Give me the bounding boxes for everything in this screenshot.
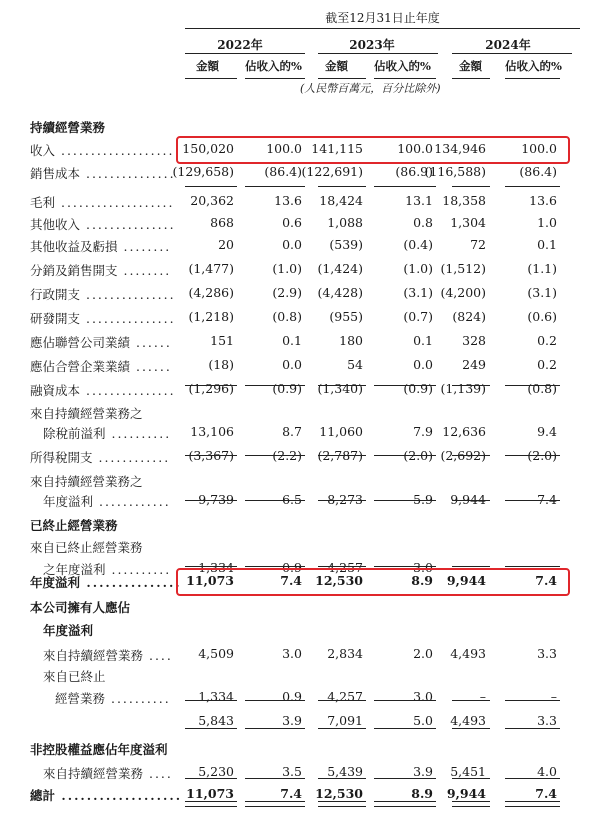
col-amount-2024: 金額 [459, 59, 482, 73]
head-rule [374, 78, 436, 79]
value-cell: 0.9 [282, 560, 302, 575]
value-cell: (824) [452, 309, 486, 324]
total-double-rule [452, 801, 490, 807]
value-cell: 3.0 [282, 646, 302, 661]
col-amount-2022: 金額 [196, 59, 219, 73]
value-cell: 4.0 [537, 764, 557, 779]
value-cell: 4,493 [450, 713, 486, 728]
subtotal-rule [505, 566, 560, 567]
value-cell: (0.6) [527, 309, 557, 324]
subtotal-rule [452, 778, 490, 779]
subtotal-rule [245, 728, 305, 729]
leader-dots: ...... [130, 359, 172, 374]
value-cell: 20 [218, 237, 234, 252]
value-cell: (1,512) [440, 261, 486, 276]
value-cell: (0.9) [272, 381, 302, 396]
subtotal-rule [245, 500, 305, 501]
statement-row [0, 164, 597, 186]
subtotal-rule [185, 778, 237, 779]
value-cell: 54 [347, 357, 363, 372]
col-pct-2022: 佔收入的% [245, 59, 302, 73]
subtotal-rule [374, 728, 436, 729]
subtotal-rule [245, 385, 305, 386]
value-cell: (2.2) [272, 448, 302, 463]
value-cell: (1.0) [403, 261, 433, 276]
subtotal-rule [245, 566, 305, 567]
value-cell: (86.4) [519, 164, 557, 179]
row-label: 來自持續經營業務之 [30, 474, 143, 489]
value-cell: 3.9 [282, 713, 302, 728]
leader-dots: ........ [117, 263, 172, 278]
head-rule [185, 78, 237, 79]
leader-dots: ................... [55, 195, 175, 210]
value-cell: (1.1) [527, 261, 557, 276]
value-cell: (3,367) [188, 448, 234, 463]
revenue-highlight-box [176, 136, 570, 164]
value-cell: 1.0 [537, 215, 557, 230]
value-cell: 12,636 [442, 424, 486, 439]
row-label: 之年度溢利 .......... [43, 562, 172, 577]
value-cell: (2.0) [527, 448, 557, 463]
value-cell: – [550, 560, 557, 575]
statement-row [0, 357, 597, 379]
row-label: 所得稅開支 ............ [30, 450, 171, 465]
statement-row [0, 285, 597, 307]
value-cell: 3.5 [282, 764, 302, 779]
value-cell: (1,340) [317, 381, 363, 396]
subtotal-rule [318, 186, 366, 187]
subtotal-rule [505, 385, 560, 386]
statement-row [0, 492, 597, 514]
leader-dots: .......... [105, 562, 172, 577]
subtotal-rule [452, 500, 490, 501]
head-rule [245, 78, 305, 79]
subtotal-rule [318, 455, 366, 456]
row-label: 來自已終止 [43, 669, 106, 684]
statement-row [0, 646, 597, 668]
row-label: 毛利 ................... [30, 195, 175, 210]
subtotal-rule [374, 566, 436, 567]
value-cell: 0.0 [413, 357, 433, 372]
value-cell: 12,530 [315, 786, 363, 801]
value-cell: (539) [329, 237, 363, 252]
row-label: 融資成本 ............... [30, 383, 176, 398]
value-cell: 7.4 [280, 786, 302, 801]
value-cell: 8.9 [411, 786, 433, 801]
row-label: 經營業務 .......... [55, 691, 171, 706]
value-cell: (86.4) [264, 164, 302, 179]
row-label: 分銷及銷售開支 ........ [30, 263, 172, 278]
value-cell: 3.9 [413, 764, 433, 779]
value-cell: 100.0 [397, 141, 433, 156]
subtotal-rule [318, 500, 366, 501]
row-label: 收入 ................... [30, 143, 175, 158]
value-cell: 6.5 [282, 492, 302, 507]
subtotal-rule [245, 455, 305, 456]
value-cell: 3.3 [537, 646, 557, 661]
subtotal-rule [185, 728, 237, 729]
value-cell: 2,834 [327, 646, 363, 661]
total-double-rule [374, 801, 436, 807]
value-cell: 72 [470, 237, 486, 252]
statement-row [0, 448, 597, 470]
leader-dots: ............... [80, 166, 176, 181]
row-label: 已終止經營業務 [30, 518, 118, 533]
statement-row [0, 621, 597, 643]
leader-dots: ........ [117, 239, 172, 254]
value-cell: 8.9 [411, 573, 433, 588]
subtotal-rule [374, 778, 436, 779]
subtotal-rule [452, 700, 490, 701]
value-cell: 150,020 [182, 141, 234, 156]
value-cell: (4,428) [317, 285, 363, 300]
year-rule-2022 [185, 53, 305, 54]
subtotal-rule [245, 700, 305, 701]
value-cell: (2,692) [440, 448, 486, 463]
value-cell: 9,739 [198, 492, 234, 507]
statement-row [0, 404, 597, 426]
total-double-rule [505, 801, 560, 807]
subtotal-rule [452, 186, 490, 187]
value-cell: 0.0 [282, 237, 302, 252]
value-cell: (86.9) [395, 164, 433, 179]
value-cell: 20,362 [190, 193, 234, 208]
row-label: 銷售成本 ............... [30, 166, 176, 181]
value-cell: (1.0) [272, 261, 302, 276]
value-cell: 13.6 [529, 193, 557, 208]
value-cell: 7.9 [413, 424, 433, 439]
value-cell: 5.0 [413, 713, 433, 728]
value-cell: 13.6 [274, 193, 302, 208]
subtotal-rule [245, 778, 305, 779]
value-cell: 0.6 [282, 215, 302, 230]
subtotal-rule [374, 455, 436, 456]
value-cell: 13.1 [405, 193, 433, 208]
subtotal-rule [505, 455, 560, 456]
subtotal-rule [505, 700, 560, 701]
row-label: 非控股權益應佔年度溢利 [30, 742, 168, 757]
value-cell: 9,944 [450, 492, 486, 507]
leader-dots: ............... [80, 287, 176, 302]
col-pct-2024: 佔收入的% [505, 59, 562, 73]
year-rule-2023 [318, 53, 438, 54]
row-label: 持續經營業務 [30, 120, 106, 135]
subtotal-rule [452, 385, 490, 386]
value-cell: 7.4 [535, 573, 557, 588]
value-cell: (4,286) [188, 285, 234, 300]
value-cell: (0.8) [527, 381, 557, 396]
value-cell: 134,946 [434, 141, 486, 156]
value-cell: 3.0 [413, 689, 433, 704]
value-cell: – [479, 560, 486, 575]
statement-row [0, 538, 597, 560]
leader-dots: ............ [92, 450, 171, 465]
value-cell: 3.0 [413, 560, 433, 575]
value-cell: 4,257 [327, 560, 363, 575]
subtotal-rule [185, 186, 237, 187]
row-label: 應佔聯營公司業績 ...... [30, 335, 172, 350]
statement-row [0, 261, 597, 283]
value-cell: 5,230 [198, 764, 234, 779]
statement-row [0, 333, 597, 355]
annual-profit-highlight-box [176, 568, 570, 596]
value-cell: (2,787) [317, 448, 363, 463]
value-cell: (4,200) [440, 285, 486, 300]
value-cell: 1,334 [198, 689, 234, 704]
value-cell: 18,358 [442, 193, 486, 208]
value-cell: (0.8) [272, 309, 302, 324]
row-label: 研發開支 ............... [30, 311, 176, 326]
subtotal-rule [318, 728, 366, 729]
leader-dots: ................... [55, 143, 175, 158]
value-cell: 4,493 [450, 646, 486, 661]
subtotal-rule [318, 385, 366, 386]
year-2024: 2024年 [485, 38, 531, 52]
value-cell: 5.9 [413, 492, 433, 507]
year-rule-2024 [452, 53, 572, 54]
total-double-rule [245, 801, 305, 807]
statement-row [0, 215, 597, 237]
subtotal-rule [318, 778, 366, 779]
total-double-rule [318, 801, 366, 807]
value-cell: (2.0) [403, 448, 433, 463]
value-cell: 100.0 [266, 141, 302, 156]
row-label: 其他收入 ............... [30, 217, 176, 232]
value-cell: 328 [462, 333, 486, 348]
value-cell: 9,944 [446, 786, 486, 801]
subtotal-rule [374, 385, 436, 386]
value-cell: 141,115 [311, 141, 363, 156]
row-label: 來自持續經營業務 .... [43, 766, 173, 781]
leader-dots: ............... [80, 575, 182, 590]
period-header: 截至12月31日止年度 [325, 11, 440, 25]
value-cell: 12,530 [315, 573, 363, 588]
row-label: 年度溢利 ............... [30, 575, 182, 590]
subtotal-rule [185, 455, 237, 456]
leader-dots: ................... [55, 788, 183, 803]
value-cell: 5,451 [450, 764, 486, 779]
col-pct-2023: 佔收入的% [374, 59, 431, 73]
statement-row [0, 424, 597, 446]
value-cell: (1,424) [317, 261, 363, 276]
leader-dots: ............... [80, 217, 176, 232]
value-cell: 0.1 [282, 333, 302, 348]
value-cell: 3.3 [537, 713, 557, 728]
value-cell: (2.9) [272, 285, 302, 300]
total-double-rule [185, 801, 237, 807]
subtotal-rule [374, 500, 436, 501]
value-cell: 868 [210, 215, 234, 230]
value-cell: 11,073 [186, 573, 234, 588]
period-rule [185, 28, 580, 29]
statement-row [0, 713, 597, 735]
value-cell: 249 [462, 357, 486, 372]
value-cell: 13,106 [190, 424, 234, 439]
value-cell: 18,424 [319, 193, 363, 208]
value-cell: 8,273 [327, 492, 363, 507]
value-cell: 0.0 [282, 357, 302, 372]
head-rule [452, 78, 490, 79]
value-cell: (122,691) [301, 164, 363, 179]
year-2023: 2023年 [349, 38, 395, 52]
subtotal-rule [185, 566, 237, 567]
row-label: 來自持續經營業務之 [30, 406, 143, 421]
subtotal-rule [374, 186, 436, 187]
value-cell: 0.1 [413, 333, 433, 348]
leader-dots: ............ [93, 494, 171, 509]
value-cell: 7.4 [537, 492, 557, 507]
value-cell: 7.4 [280, 573, 302, 588]
value-cell: (0.4) [403, 237, 433, 252]
subtotal-rule [452, 728, 490, 729]
value-cell: 180 [339, 333, 363, 348]
value-cell: 0.2 [537, 333, 557, 348]
value-cell: 5,843 [198, 713, 234, 728]
col-amount-2023: 金額 [325, 59, 348, 73]
row-label: 本公司擁有人應佔 [30, 600, 131, 615]
value-cell: 151 [210, 333, 234, 348]
subtotal-rule [318, 700, 366, 701]
value-cell: (1,139) [440, 381, 486, 396]
row-label: 年度溢利 [43, 623, 94, 638]
subtotal-rule [185, 385, 237, 386]
head-rule [505, 78, 560, 79]
value-cell: 100.0 [521, 141, 557, 156]
row-label: 來自已終止經營業務 [30, 540, 143, 555]
value-cell: 11,073 [186, 786, 234, 801]
subtotal-rule [318, 566, 366, 567]
value-cell: (0.7) [403, 309, 433, 324]
subtotal-rule [505, 500, 560, 501]
value-cell: 5,439 [327, 764, 363, 779]
statement-row [0, 740, 597, 762]
subtotal-rule [452, 455, 490, 456]
value-cell: (3.1) [403, 285, 433, 300]
subtotal-rule [505, 728, 560, 729]
value-cell: 8.7 [282, 424, 302, 439]
head-rule [318, 78, 366, 79]
leader-dots: ............... [80, 311, 176, 326]
value-cell: 7,091 [327, 713, 363, 728]
row-label: 應佔合營企業業績 ...... [30, 359, 172, 374]
statement-row [0, 667, 597, 689]
value-cell: (116,588) [424, 164, 486, 179]
row-label: 其他收益及虧損 ........ [30, 239, 172, 254]
leader-dots: .......... [105, 426, 172, 441]
value-cell: 1,334 [198, 560, 234, 575]
subtotal-rule [185, 700, 237, 701]
value-cell: 2.0 [413, 646, 433, 661]
value-cell: (1,477) [188, 261, 234, 276]
leader-dots: ...... [130, 335, 172, 350]
subtotal-rule [505, 186, 560, 187]
value-cell: 0.8 [413, 215, 433, 230]
row-label: 總計 ................... [30, 788, 183, 803]
row-label: 年度溢利 ............ [43, 494, 171, 509]
statement-row [0, 764, 597, 786]
statement-row [0, 309, 597, 331]
leader-dots: ............... [80, 383, 176, 398]
statement-row [0, 516, 597, 538]
value-cell: (955) [329, 309, 363, 324]
subtotal-rule [505, 778, 560, 779]
value-cell: 1,304 [450, 215, 486, 230]
leader-dots: .......... [105, 691, 171, 706]
value-cell: (1,218) [188, 309, 234, 324]
value-cell: (129,658) [172, 164, 234, 179]
value-cell: 11,060 [319, 424, 363, 439]
value-cell: 0.1 [537, 237, 557, 252]
statement-row [0, 472, 597, 494]
value-cell: (18) [208, 357, 234, 372]
value-cell: 4,509 [198, 646, 234, 661]
statement-row [0, 193, 597, 215]
value-cell: 1,088 [327, 215, 363, 230]
year-2022: 2022年 [217, 38, 263, 52]
value-cell: 0.9 [282, 689, 302, 704]
value-cell: – [479, 689, 486, 704]
value-cell: – [550, 689, 557, 704]
value-cell: (3.1) [527, 285, 557, 300]
value-cell: 9.4 [537, 424, 557, 439]
value-cell: 0.2 [537, 357, 557, 372]
value-cell: (1,296) [188, 381, 234, 396]
unit-note: (人民幣百萬元，百分比除外) [300, 82, 441, 95]
subtotal-rule [452, 566, 490, 567]
value-cell: (0.9) [403, 381, 433, 396]
row-label: 來自持續經營業務 .... [43, 648, 173, 663]
leader-dots: .... [143, 766, 173, 781]
row-label: 除稅前溢利 .......... [43, 426, 172, 441]
statement-row [0, 598, 597, 620]
subtotal-rule [374, 700, 436, 701]
statement-row [0, 237, 597, 259]
subtotal-rule [185, 500, 237, 501]
row-label: 行政開支 ............... [30, 287, 176, 302]
subtotal-rule [245, 186, 305, 187]
value-cell: 4,257 [327, 689, 363, 704]
leader-dots: .... [143, 648, 173, 663]
value-cell: 9,944 [446, 573, 486, 588]
value-cell: 7.4 [535, 786, 557, 801]
